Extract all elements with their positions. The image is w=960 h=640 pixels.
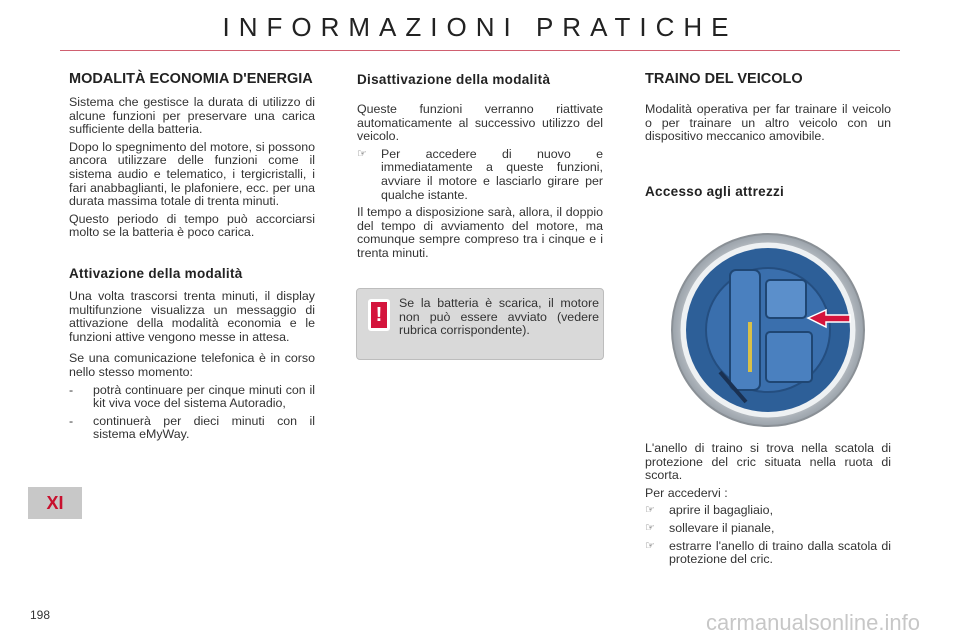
column-towing (645, 72, 891, 208)
pointing-hand-icon: ☞ (645, 539, 655, 552)
list-item-text: Per accedere di nuovo e immediatamente a queste funzioni, avviare il motore e lasciarlo girare per qualche istante. (381, 146, 603, 202)
list-item-text: sollevare il pianale, (669, 520, 775, 535)
chapter-tab[interactable]: XI (28, 487, 82, 519)
pointing-hand-icon: ☞ (357, 147, 367, 160)
paragraph: Queste funzioni verranno riattivate automaticamente al successivo utilizzo del veicolo. (357, 102, 603, 144)
paragraph: Modalità operativa per far trainare il veicolo o per trainare un altro veicolo con un dispositivo meccanico amovibile. (645, 102, 891, 144)
list-item (645, 522, 891, 536)
section-heading-towing: TRAINO DEL VEICOLO (645, 71, 803, 87)
dash-marker: - (69, 413, 74, 428)
section-heading-tools: Accesso agli attrezzi (645, 183, 785, 199)
header-divider (60, 50, 900, 51)
list-item (645, 504, 891, 518)
pointing-hand-icon: ☞ (645, 521, 655, 534)
column-towing-lower (645, 442, 891, 571)
list-item (357, 148, 603, 202)
paragraph: Se una comunicazione telefonica è in corso nello stesso momento: (69, 351, 315, 379)
list-item-text: potrà continuare per cinque minuti con il kit viva voce del sistema Autoradio, (93, 382, 315, 411)
list-item (645, 540, 891, 567)
page-number: 198 (30, 608, 51, 622)
section-heading-deactivation: Disattivazione della modalità (357, 72, 551, 87)
paragraph: Dopo lo spegnimento del motore, si possono ancora utilizzare delle funzioni come il sistema audio e telematico, i tergicristalli, i fari anabbaglianti, le plafoniere, ecc. per una durata massima totale di trenta minuti. (69, 139, 315, 209)
section-heading-activation: Attivazione della modalità (69, 265, 243, 281)
pointing-hand-icon: ☞ (645, 504, 655, 517)
list-item (69, 415, 315, 442)
list-item (69, 384, 315, 411)
dash-marker: - (69, 382, 74, 397)
section-heading-economy: MODALITÀ ECONOMIA D'ENERGIA (69, 71, 313, 87)
paragraph: L'anello di traino si trova nella scatola di protezione del cric situata nella ruota di scorta. (645, 441, 891, 483)
warning-text: Se la batteria è scarica, il motore non può essere avviato (vedere rubrica corrispondente). (399, 296, 599, 338)
paragraph: Questo periodo di tempo può accorciarsi molto se la batteria è poco carica. (69, 211, 315, 240)
list-item-text: estrarre l'anello di traino dalla scatola di protezione del cric. (669, 538, 891, 567)
paragraph: Sistema che gestisce la durata di utilizzo di alcune funzioni per preservare una carica sufficiente della batteria. (69, 95, 315, 137)
list-item-text: continuerà per dieci minuti con il sistema eMyWay. (93, 413, 315, 442)
warning-box (356, 288, 604, 360)
page-title: INFORMAZIONI PRATICHE (222, 12, 738, 42)
column-economy-mode (69, 72, 315, 446)
list-item-text: aprire il bagagliaio, (669, 503, 774, 518)
paragraph: Il tempo a disposizione sarà, allora, il doppio del tempo di avviamento del motore, ma comunque sempre compreso tra i cinque e i trenta minuti. (357, 205, 603, 260)
watermark: carmanualsonline.info (705, 610, 920, 635)
exclamation-icon: ! (368, 299, 390, 331)
spare-wheel-illustration (670, 232, 866, 428)
paragraph: Per accedervi : (645, 485, 728, 500)
column-deactivation (357, 72, 603, 265)
paragraph: Una volta trascorsi trenta minuti, il display multifunzione visualizza un messaggio di attivazione della modalità economia e le funzioni attive vengono messe in attesa. (69, 288, 315, 344)
